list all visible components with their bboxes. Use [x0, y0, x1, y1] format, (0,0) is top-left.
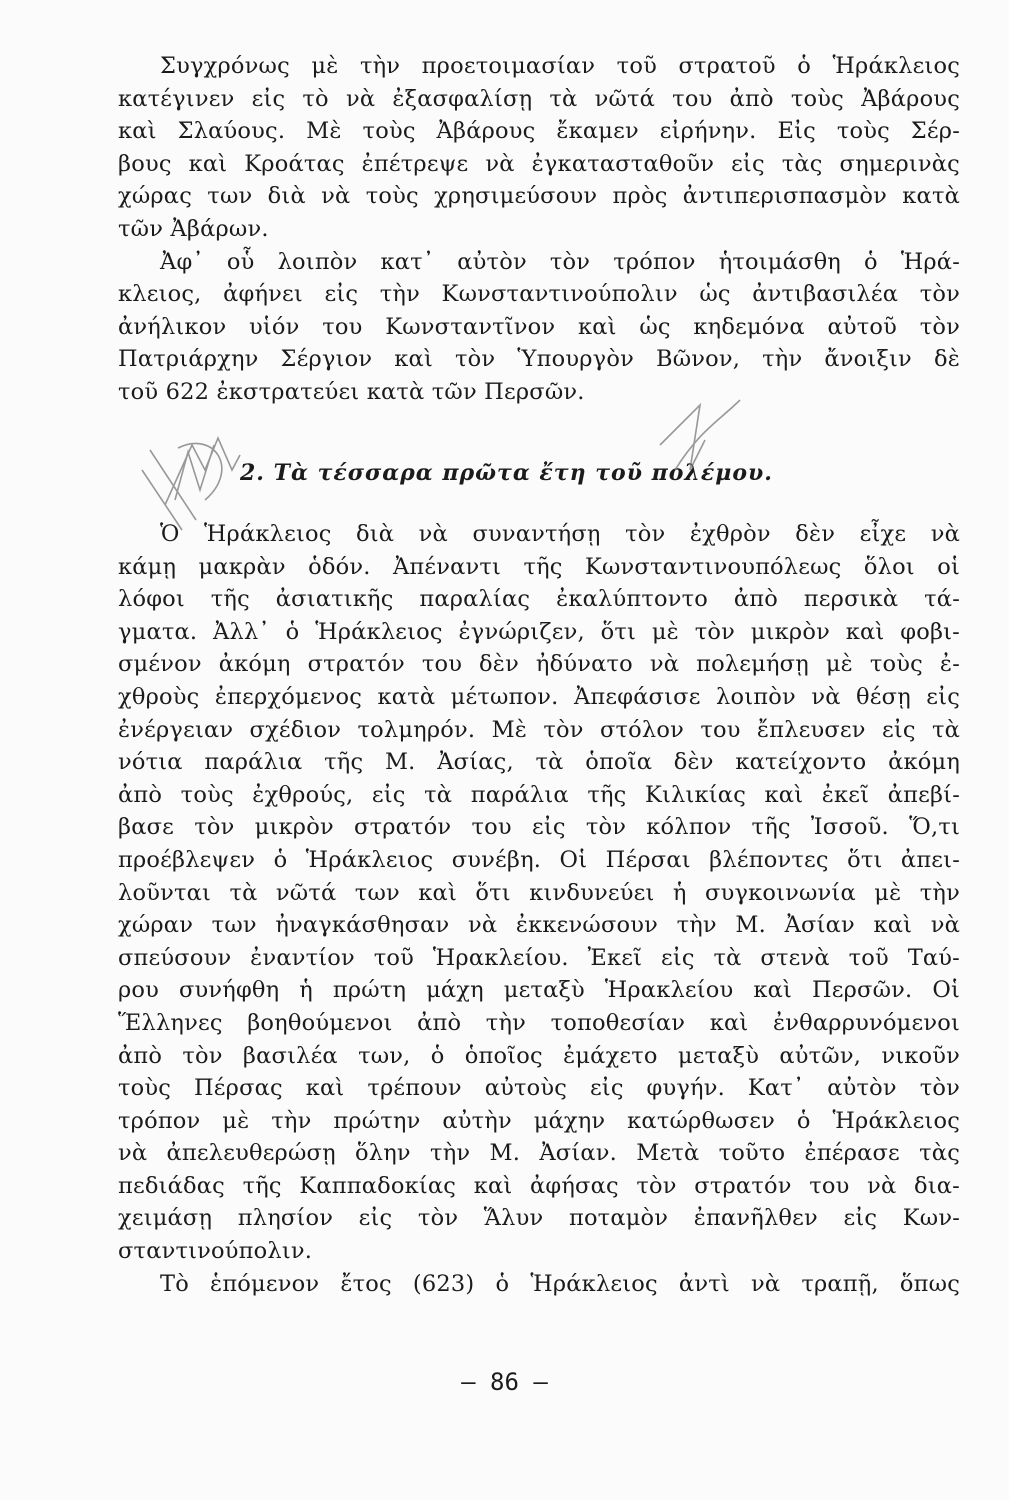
- paragraph-4: [118, 1268, 960, 1301]
- text-line: νότια παράλια τῆς Μ. Ἀσίας, τὰ ὁποῖα δὲν κατείχοντο ἀκόμη: [118, 749, 960, 776]
- text-line: ἀπὸ τὸν βασιλέα των, ὁ ὁποῖος ἐμάχετο μεταξὺ αὐτῶν, νικοῦν: [118, 1042, 960, 1069]
- text-line: Πατριάρχην Σέργιον καὶ τὸν Ὑπουργὸν Βῶνον, τὴν ἄνοιξιν δὲ: [118, 346, 960, 373]
- text-line: κατέγινεν εἰς τὸ νὰ ἐξασφαλίσῃ τὰ νῶτά του ἀπὸ τοὺς Ἀβάρους: [118, 85, 960, 112]
- text-line: κάμῃ μακρὰν ὁδόν. Ἀπέναντι τῆς Κωνσταντινουπόλεως ὅλοι οἱ: [118, 553, 960, 580]
- text-line: Συγχρόνως μὲ τὴν προετοιμασίαν τοῦ στρατοῦ ὁ Ἡράκλειος: [160, 53, 960, 79]
- text-line: τῶν Ἀβάρων.: [118, 215, 269, 242]
- text-line: Ἕλληνες βοηθούμενοι ἀπὸ τὴν τοποθεσίαν καὶ ἐνθαρρυνόμενοι: [118, 1009, 960, 1036]
- text-line: χώραν των ἠναγκάσθησαν νὰ ἐκκενώσουν τὴν Μ. Ἀσίαν καὶ νὰ: [118, 912, 960, 939]
- text-line: ἀπὸ τοὺς ἐχθρούς, εἰς τὰ παράλια τῆς Κιλικίας καὶ ἐκεῖ ἀπεβί-: [118, 781, 960, 808]
- text-line: καὶ Σλαύους. Μὲ τοὺς Ἀβάρους ἔκαμεν εἰρήνην. Εἰς τοὺς Σέρ-: [118, 118, 960, 145]
- text-line: τρόπον μὲ τὴν πρώτην αὐτὴν μάχην κατώρθωσεν ὁ Ἡράκλειος: [118, 1107, 960, 1134]
- paragraph-1: [118, 50, 960, 246]
- text-line: χθροὺς ἐπερχόμενος κατὰ μέτωπον. Ἀπεφάσισε λοιπὸν νὰ θέσῃ εἰς: [118, 683, 960, 710]
- text-line: προέβλεψεν ὁ Ἡράκλειος συνέβη. Οἱ Πέρσαι βλέποντες ὅτι ἀπει-: [118, 846, 960, 873]
- text-line: χειμάσῃ πλησίον εἰς τὸν Ἅλυν ποταμὸν ἐπανῆλθεν εἰς Κων-: [118, 1205, 960, 1232]
- text-line: κλειος, ἀφήνει εἰς τὴν Κωνσταντινούπολιν ὡς ἀντιβασιλέα τὸν: [118, 281, 960, 308]
- text-line: λοῦνται τὰ νῶτά των καὶ ὅτι κινδυνεύει ἡ συγκοινωνία μὲ τὴν: [118, 879, 960, 906]
- paragraph-2: [118, 246, 960, 409]
- text-line: τοῦ 622 ἐκστρατεύει κατὰ τῶν Περσῶν.: [118, 378, 585, 405]
- section-heading: 2. Τὰ τέσσαρα πρῶτα ἔτη τοῦ πολέμου.: [240, 460, 773, 486]
- text-line: σταντινούπολιν.: [118, 1238, 313, 1265]
- top-text: [118, 50, 960, 409]
- text-line: ἐνέργειαν σχέδιον τολμηρόν. Μὲ τὸν στόλον του ἔπλευσεν εἰς τὰ: [118, 716, 960, 743]
- text-line: ρου συνήφθη ἡ πρώτη μάχη μεταξὺ Ἡρακλείου καὶ Περσῶν. Οἱ: [118, 977, 960, 1004]
- text-line: σπεύσουν ἐναντίον τοῦ Ἡρακλείου. Ἐκεῖ εἰς τὰ στενὰ τοῦ Ταύ-: [118, 944, 960, 971]
- text-line: βους καὶ Κροάτας ἐπέτρεψε νὰ ἐγκατασταθοῦν εἰς τὰς σημερινὰς: [118, 150, 960, 177]
- text-line: Ὁ Ἡράκλειος διὰ νὰ συναντήσῃ τὸν ἐχθρὸν δὲν εἶχε νὰ: [160, 521, 960, 547]
- page-number: — 86 —: [461, 1368, 548, 1396]
- text-line: Τὸ ἑπόμενον ἔτος (623) ὁ Ἡράκλειος ἀντὶ νὰ τραπῇ, ὅπως: [160, 1270, 960, 1297]
- text-line: σμένον ἀκόμη στρατόν του δὲν ἠδύνατο νὰ πολεμήσῃ μὲ τοὺς ἐ-: [118, 651, 960, 678]
- bottom-text: [118, 518, 960, 1300]
- text-line: βασε τὸν μικρὸν στρατόν του εἰς τὸν κόλπον τῆς Ἰσσοῦ. Ὅ,τι: [118, 814, 960, 841]
- text-line: τοὺς Πέρσας καὶ τρέπουν αὐτοὺς εἰς φυγήν. Κατ᾿ αὐτὸν τὸν: [118, 1075, 960, 1102]
- text-line: λόφοι τῆς ἀσιατικῆς παραλίας ἐκαλύπτοντο ἀπὸ περσικὰ τά-: [118, 586, 960, 613]
- text-line: γματα. Ἀλλ᾿ ὁ Ἡράκλειος ἐγνώριζεν, ὅτι μὲ τὸν μικρὸν καὶ φοβι-: [118, 618, 960, 645]
- text-line: νὰ ἀπελευθερώσῃ ὅλην τὴν Μ. Ἀσίαν. Μετὰ τοῦτο ἐπέρασε τὰς: [118, 1140, 960, 1167]
- text-line: Ἀφ᾿ οὗ λοιπὸν κατ᾿ αὐτὸν τὸν τρόπον ἡτοιμάσθη ὁ Ἡρά-: [160, 248, 960, 275]
- text-line: χώρας των διὰ νὰ τοὺς χρησιμεύσουν πρὸς ἀντιπερισπασμὸν κατὰ: [118, 183, 960, 210]
- text-line: πεδιάδας τῆς Καππαδοκίας καὶ ἀφήσας τὸν στρατόν του νὰ δια-: [118, 1172, 960, 1199]
- paragraph-3: [118, 518, 960, 1268]
- text-line: ἀνήλικον υἱόν του Κωνσταντῖνον καὶ ὡς κηδεμόνα αὐτοῦ τὸν: [118, 313, 960, 340]
